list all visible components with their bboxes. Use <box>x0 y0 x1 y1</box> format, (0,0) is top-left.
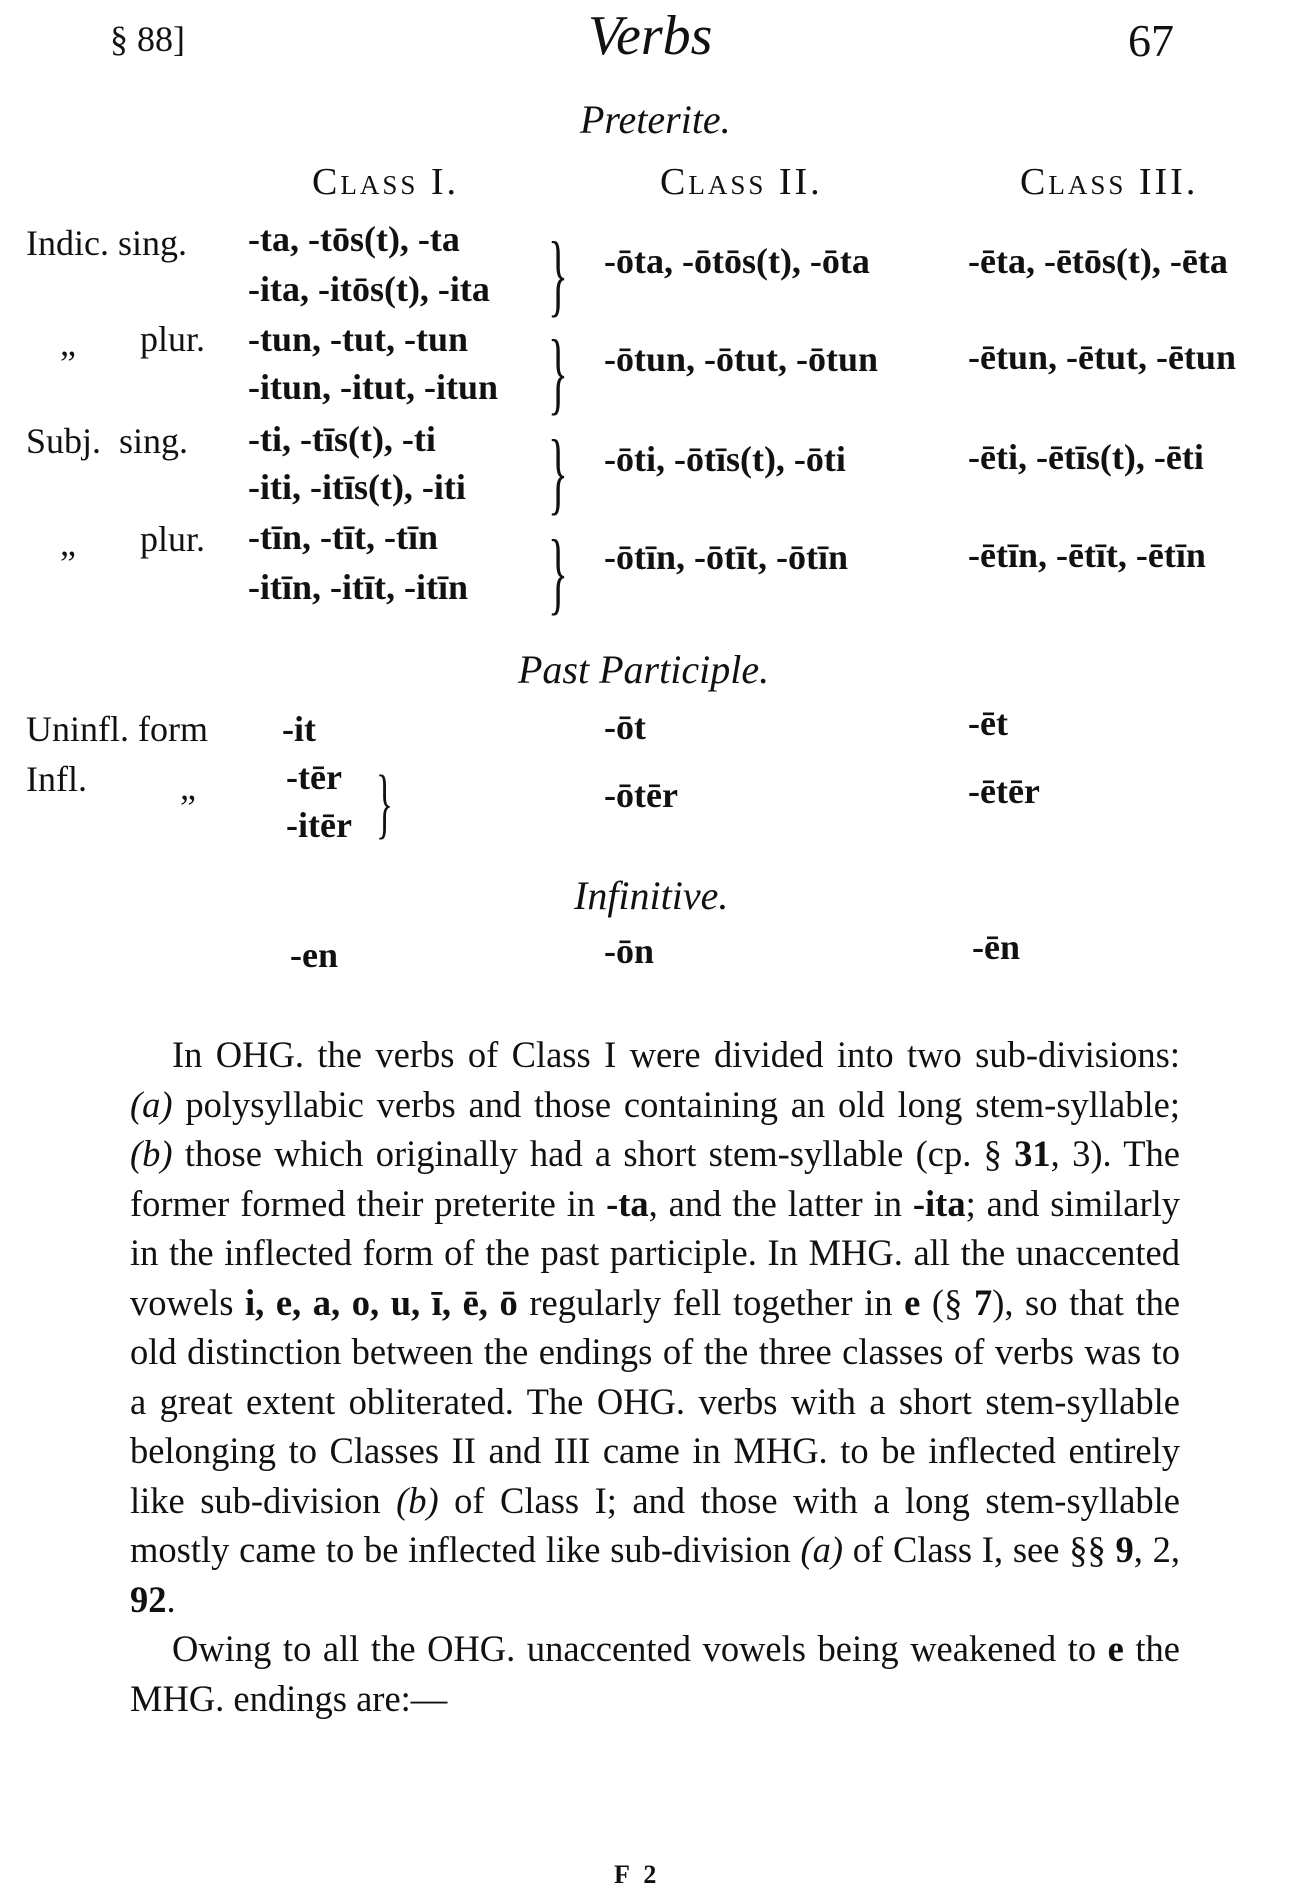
preterite-heading: Preterite. <box>580 97 731 142</box>
ending-class3: -ētīn, -ētīt, -ētīn <box>968 535 1206 575</box>
row-label-uninfl: Uninfl. form <box>26 709 208 749</box>
ending-class3: -ēti, -ētīs(t), -ēti <box>968 437 1204 477</box>
brace: } <box>548 223 568 325</box>
ending-class2: -ōtun, -ōtut, -ōtun <box>604 339 879 379</box>
brace: } <box>548 421 568 523</box>
ditto-mark: „ <box>60 523 76 563</box>
bold-run: 9 <box>1115 1529 1134 1570</box>
body-text <box>130 1030 1180 1723</box>
ending-class1-b: -itun, -itut, -itun <box>248 367 499 407</box>
signature-mark: F 2 <box>614 1860 661 1889</box>
row-label-subj-sing: Subj. sing. <box>26 421 189 461</box>
ending-class1-a: -tun, -tut, -tun <box>248 319 469 359</box>
bold-run: e <box>1107 1628 1124 1669</box>
ending-class1-a: -tēr <box>286 757 342 797</box>
ditto-mark: „ <box>180 767 196 807</box>
bold-run: 7 <box>973 1281 993 1323</box>
italic-run: (b) <box>396 1479 439 1521</box>
ending-class2: -ōt <box>604 707 646 747</box>
ending-class3: -ētun, -ētut, -ētun <box>968 337 1236 377</box>
row-label-indic-sing: Indic. sing. <box>26 223 187 263</box>
page-number: 67 <box>1128 15 1174 66</box>
ending-class2: -ōtīn, -ōtīt, -ōtīn <box>604 537 848 577</box>
italic-run: (a) <box>800 1529 844 1570</box>
ending-class1-b: -iti, -itīs(t), -iti <box>248 467 466 507</box>
brace: } <box>376 759 393 846</box>
row-label-indic-plur: plur. <box>140 319 206 359</box>
bold-run: -ta <box>606 1182 649 1224</box>
section-reference: § 88] <box>110 19 185 59</box>
bold-run: 92 <box>130 1578 167 1620</box>
ditto-mark: „ <box>60 323 76 363</box>
ending-class1-a: -tīn, -tīt, -tīn <box>248 517 438 557</box>
bold-run: 31 <box>1014 1133 1051 1174</box>
ending-class1: -it <box>282 709 316 749</box>
past-participle-heading: Past Participle. <box>518 647 770 692</box>
brace: } <box>548 521 568 623</box>
ending-class1-b: -ita, -itōs(t), -ita <box>248 269 490 309</box>
class-header-1: Class I. <box>312 161 460 203</box>
ending-class2: -ōn <box>604 931 655 971</box>
class-header-3: Class III. <box>1020 161 1199 203</box>
ending-class1-a: -ti, -tīs(t), -ti <box>248 419 436 459</box>
row-label-subj-plur: plur. <box>140 519 206 559</box>
ending-class3: -ēta, -ētōs(t), -ēta <box>968 241 1228 281</box>
bold-run: e <box>904 1281 921 1323</box>
ending-class2: -ōtēr <box>604 775 678 815</box>
ending-class1-b: -itēr <box>286 805 352 845</box>
row-label-infl: Infl. <box>26 759 87 799</box>
bold-run: -ita <box>912 1182 966 1224</box>
ending-class2: -ōti, -ōtīs(t), -ōti <box>604 439 846 479</box>
class-header-2: Class II. <box>660 161 823 203</box>
brace: } <box>548 321 568 423</box>
page-title: Verbs <box>588 5 713 67</box>
ending-class1-a: -ta, -tōs(t), -ta <box>248 219 460 259</box>
ending-class2: -ōta, -ōtōs(t), -ōta <box>604 241 870 281</box>
ending-class3: -ēt <box>968 703 1008 743</box>
ending-class1: -en <box>290 935 338 975</box>
paragraph: Owing to all the OHG. unaccented vowels being weakened to e the MHG. endings are:— <box>130 1628 1181 1719</box>
infinitive-heading: Infinitive. <box>574 873 729 918</box>
bold-run: i, e, a, o, u, ī, ē, ō <box>245 1281 518 1323</box>
paragraph: In OHG. the verbs of Class I were divided into two sub-divisions: (a) polysyllabic verbs and those containing an old long stem-syllable; (b) those which originally had a short stem-syllable (cp. § 31, 3). The former formed their preterite in -ta, and the latter in -ita; and similarly in the inflected form of the past participle. In MHG. all the unaccented vowels i, e, a, o, u, ī, ē, ō regularly fell together in e (§ 7), so that the old distinction between the endings of the three classes of verbs was to a great extent obliterated. The OHG. verbs with a short stem-syllable belonging to Classes II and III came in MHG. to be inflected entirely like sub-division (b) of Class I; and those with a long stem-syllable mostly came to be inflected like sub-division (a) of Class I, see §§ 9, 2, 92. <box>130 1034 1181 1620</box>
italic-run: (a) <box>130 1083 173 1125</box>
ending-class3: -ētēr <box>968 771 1040 811</box>
italic-run: (b) <box>130 1133 173 1174</box>
ending-class3: -ēn <box>972 927 1020 967</box>
ending-class1-b: -itīn, -itīt, -itīn <box>248 567 468 607</box>
